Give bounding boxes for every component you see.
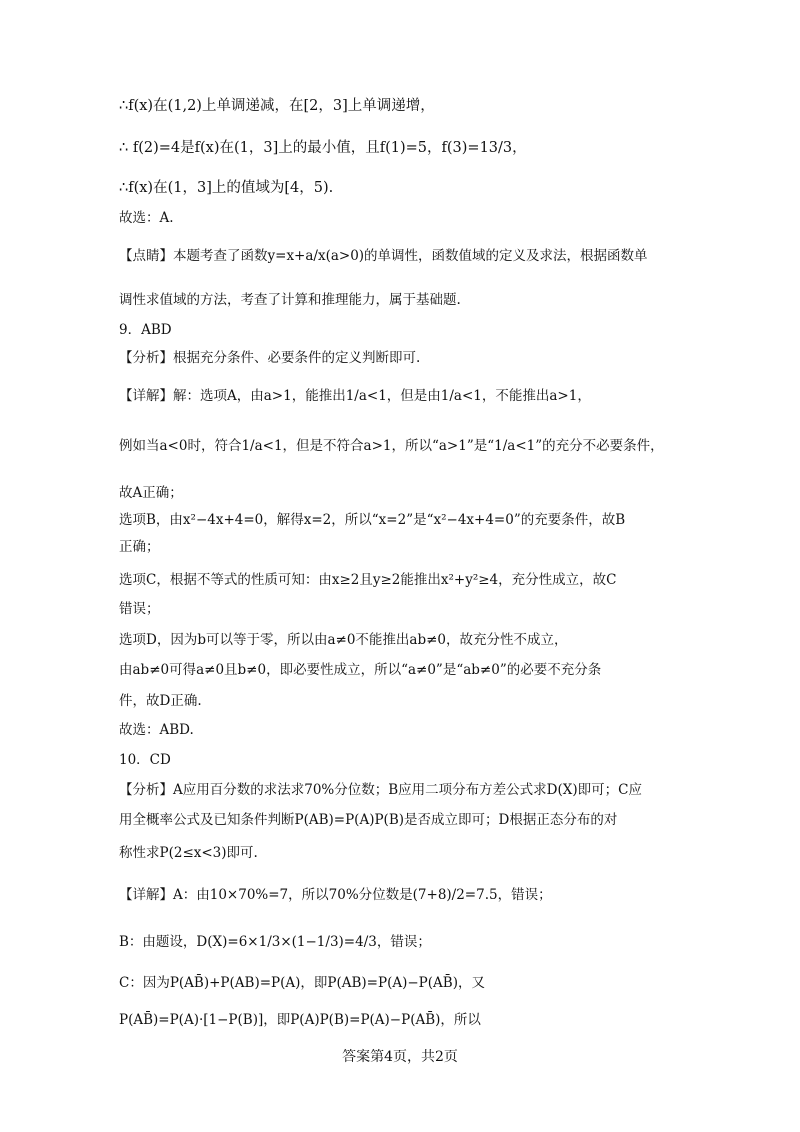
- text-line: P(AB̄)=P(A)·[1−P(B)]，即P(A)P(B)=P(A)−P(AB̄)，所以: [119, 1012, 481, 1028]
- text-line: 【分析】根据充分条件、必要条件的定义判断即可.: [119, 350, 421, 366]
- text-line: 【详解】解：选项A，由a>1，能推出1/a<1，但是由1/a<1，不能推出a>1，: [119, 388, 591, 404]
- text-line: 【点睛】本题考查了函数y=x+a/x(a>0)的单调性，函数值域的定义及求法，根据函数单: [119, 248, 648, 264]
- text-line: 正确；: [119, 539, 160, 555]
- text-line: B：由题设，D(X)=6×1/3×(1−1/3)=4/3，错误；: [119, 934, 431, 950]
- text-line: 【详解】A：由10×70%=7，所以70%分位数是(7+8)/2=7.5，错误；: [119, 887, 552, 903]
- text-line: 称性求P(2≤x<3)即可.: [119, 845, 258, 861]
- text-line: ∴f(x)在(1,2)上单调递减，在[2，3]上单调递增，: [119, 98, 435, 114]
- text-line: 用全概率公式及已知条件判断P(AB)=P(A)P(B)是否成立即可；D根据正态分布的对: [119, 812, 618, 828]
- text-line: 故A正确；: [119, 485, 183, 501]
- text-line: 件，故D正确.: [119, 693, 202, 709]
- text-line: ∴f(x)在(1，3]上的值域为[4，5).: [119, 180, 334, 196]
- text-line: 错误；: [119, 601, 160, 617]
- question-number: 9．ABD: [119, 322, 172, 338]
- text-line: 选项D，因为b可以等于零，所以由a≠0不能推出ab≠0，故充分性不成立，: [119, 632, 568, 648]
- text-line: 选项B，由x²−4x+4=0，解得x=2，所以“x=2”是“x²−4x+4=0”的充要条件，故B: [119, 512, 626, 528]
- question-number: 10．CD: [119, 752, 171, 768]
- text-line: C：因为P(AB̄)+P(AB)=P(A)，即P(AB)=P(A)−P(AB̄)，又: [119, 975, 485, 991]
- page-footer: 答案第4页，共2页: [342, 1049, 458, 1065]
- text-line: 故选：ABD.: [119, 722, 194, 738]
- text-line: 由ab≠0可得a≠0且b≠0，即必要性成立，所以“a≠0”是“ab≠0”的必要不充分条: [119, 662, 602, 678]
- text-line: 故选：A.: [119, 210, 174, 226]
- text-line: 【分析】A应用百分数的求法求70%分位数；B应用二项分布方差公式求D(X)即可；C应: [119, 782, 642, 798]
- text-line: 选项C，根据不等式的性质可知：由x≥2且y≥2能推出x²+y²≥4，充分性成立，故C: [119, 572, 617, 588]
- text-line: ∴ f(2)=4是f(x)在(1，3]上的最小值，且f(1)=5，f(3)=13/3，: [119, 140, 527, 156]
- text-line: 例如当a<0时，符合1/a<1，但是不符合a>1，所以“a>1”是“1/a<1”的充分不必要条件，: [119, 438, 664, 454]
- text-line: 调性求值域的方法，考查了计算和推理能力，属于基础题.: [119, 292, 461, 308]
